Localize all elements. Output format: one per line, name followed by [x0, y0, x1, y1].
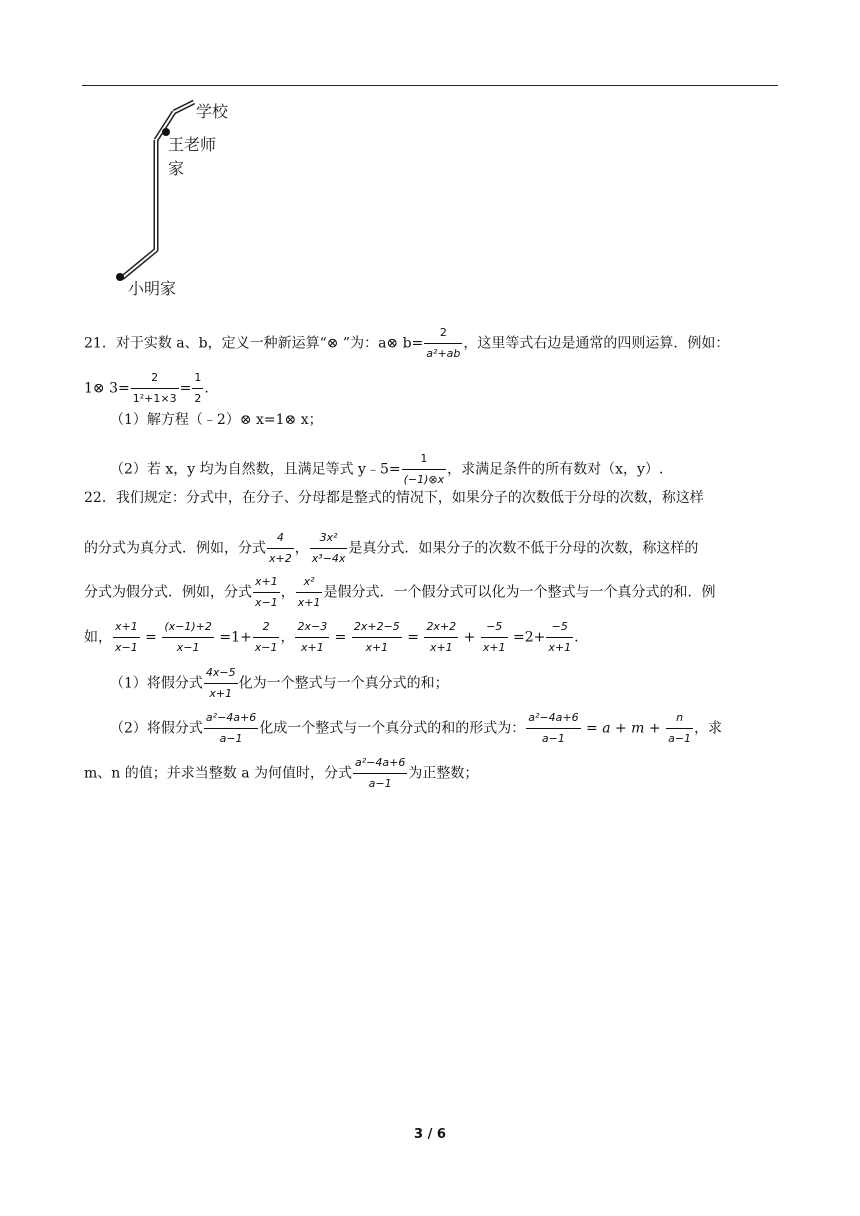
header-rule	[82, 85, 778, 86]
fraction: $\frac{2}{\text{1²+1×3}}$	[131, 368, 179, 409]
teacher-home-label-2: 家	[168, 159, 185, 178]
route-map-figure	[108, 100, 248, 300]
fraction: $\frac{2x-3}{x+1}$	[295, 617, 329, 658]
fraction: $\frac{\text{a²−4a+6}}{a-1}$	[526, 708, 580, 749]
fraction: $\frac{\text{x²}}{x+1}$	[296, 572, 323, 613]
fraction: $\frac{2x+2-5}{x+1}$	[352, 617, 402, 658]
fraction: $\frac{\text{a²−4a+6}}{a-1}$	[204, 708, 258, 749]
fraction: $\frac{-5}{x+1}$	[546, 617, 573, 658]
q21-line-2: 1⊗ 3= $\frac{2}{\text{1²+1×3}}$ = $\frac{1}{2}$ .	[84, 368, 209, 409]
q22-line-1: 22．我们规定：分式中，在分子、分母都是整式的情况下，如果分子的次数低于分母的次数，称这样	[84, 490, 704, 506]
fraction: $\frac{2x+2}{x+1}$	[424, 617, 458, 658]
fraction: $\frac{x+1}{x-1}$	[253, 572, 280, 613]
fraction: $\frac{2}{x-1}$	[253, 617, 280, 658]
fraction: $\frac{1}{2}$	[192, 368, 203, 409]
fraction: $\frac{-5}{x+1}$	[481, 617, 508, 658]
q22-part-1: （1）将假分式 $\frac{4x-5}{x+1}$ 化为一个整式与一个真分式的和；	[110, 663, 449, 704]
xiaoming-home-label: 小明家	[128, 279, 177, 298]
fraction: $\frac{4}{x+2}$	[267, 528, 294, 569]
page-number: 3 / 6	[414, 1127, 446, 1142]
fraction: $\frac{1}{(-1)\otimes x}$	[402, 449, 447, 490]
q22-line-4: 如， $\frac{x+1}{x-1}$ = $\frac{(x-1)+2}{x-1}$ =1+ $\frac{2}{x-1}$ ， $\frac{2x-3}{x+1}$ = $\frac{2x+2-5}{x+1}$ = $\frac{2x+2}{x+1}$ + $\frac{-5}{x+1}$ =2+ $\frac{-5}{x+1}$ .	[84, 617, 579, 658]
fraction: $\frac{(x-1)+2}{x-1}$	[162, 617, 214, 658]
fraction: $\frac{\text{a²−4a+6}}{a-1}$	[353, 753, 407, 794]
school-label: 学校	[196, 102, 229, 121]
fraction: $\frac{2}{\text{a²+ab}}$	[424, 323, 462, 364]
q22-line-2: 的分式为真分式．例如，分式 $\frac{4}{x+2}$ ， $\frac{\text{3x²}}{\text{x³−4x}}$ 是真分式．如果分子的次数不低于分母的次数，称这样的	[84, 528, 698, 569]
q21-part-1: （1）解方程（﹣2）⊗ x=1⊗ x；	[110, 412, 323, 428]
teacher-home-label-1: 王老师	[168, 135, 217, 154]
q22-part-2-cont: m、n 的值；并求当整数 a 为何值时，分式 $\frac{\text{a²−4a+6}}{a-1}$ 为正整数；	[84, 753, 478, 794]
q22-part-2: （2）将假分式 $\frac{\text{a²−4a+6}}{a-1}$ 化成一个整式与一个真分式的和的形式为： $\frac{\text{a²−4a+6}}{a-1}$ = a + m + $\frac{n}{a-1}$ ，求	[110, 708, 722, 749]
fraction: $\frac{\text{3x²}}{\text{x³−4x}}$	[310, 528, 348, 569]
fraction: $\frac{4x-5}{x+1}$	[204, 663, 238, 704]
xiaoming-home-dot	[116, 273, 124, 281]
fraction: $\frac{x+1}{x-1}$	[113, 617, 140, 658]
q21-line-1: 21．对于实数 a、b，定义一种新运算“⊗ ”为：a⊗ b= $\frac{2}{\text{a²+ab}}$ ，这里等式右边是通常的四则运算．例如：	[84, 323, 729, 364]
fraction: $\frac{n}{a-1}$	[666, 708, 693, 749]
q21-part-2: （2）若 x，y 均为自然数，且满足等式 y﹣5= $\frac{1}{(-1)\otimes x}$ ，求满足条件的所有数对（x，y）.	[110, 449, 663, 490]
q22-line-3: 分式为假分式．例如，分式 $\frac{x+1}{x-1}$ ， $\frac{\text{x²}}{x+1}$ 是假分式．一个假分式可以化为一个整式与一个真分式的和．例	[84, 572, 715, 613]
